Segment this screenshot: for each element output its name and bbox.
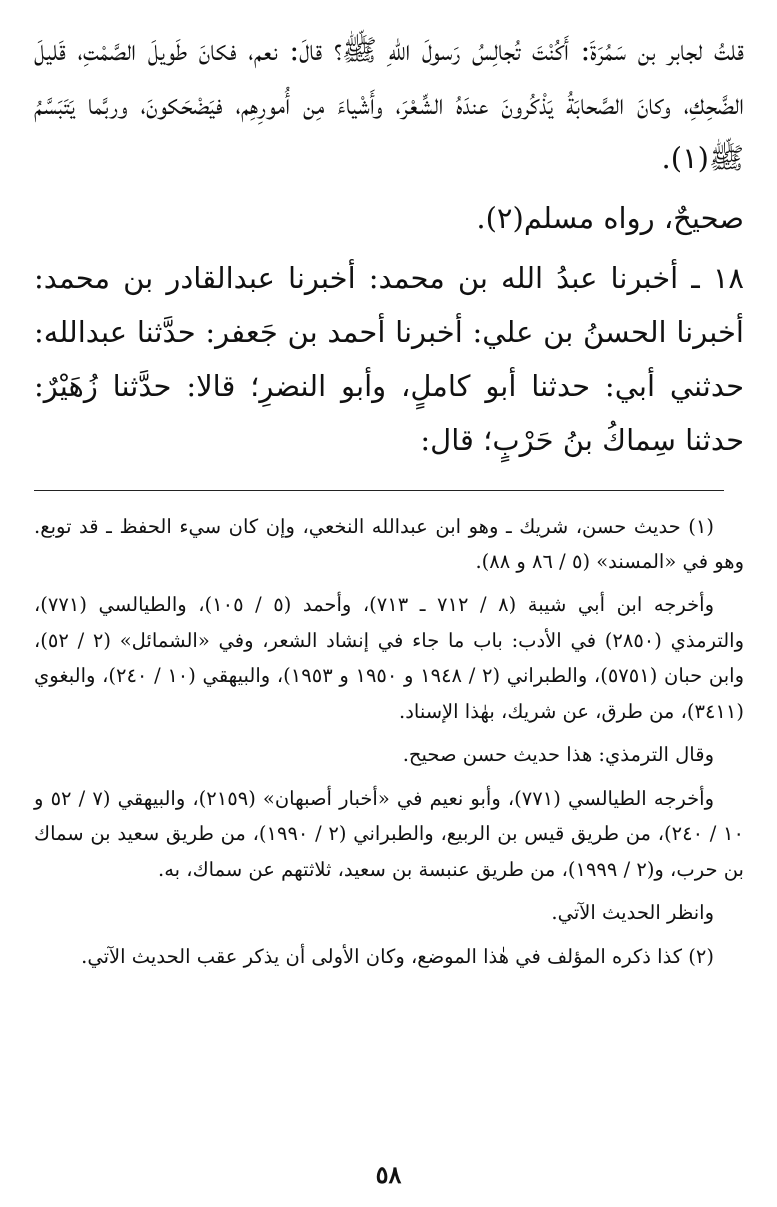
- footnote-1: (١) حديث حسن، شريك ـ وهو ابن عبدالله النخعي، وإن كان سيء الحفظ ـ قد توبع. وهو في «المسند» (٥ / ٨٦ و ٨٨).: [34, 514, 744, 573]
- book-page: [34, 24, 744, 982]
- footnotes: [34, 509, 744, 975]
- footnote-divider: [34, 490, 724, 491]
- footnote-2: (٢) كذا ذكره المؤلف في هٰذا الموضع، وكان الأولى أن يذكر عقب الحديث الآتي.: [81, 944, 714, 968]
- grading-paragraph: صحيحٌ، رواه مسلم(٢).: [476, 200, 744, 235]
- footnote-1-other-routes: وأخرجه الطيالسي (٧٧١)، وأبو نعيم في «أخبار أصبهان» (٢١٥٩)، والبيهقي (٧ / ٥٢ و ١٠ / ٢٤٠)، من طريق قيس بن الربيع، والطبراني (٢ / ١٩٩٠)، من طريق سعيد بن سماك بن حرب، و(٢ / ١٩٩٩)، من طريق عنبسة بن سعيد، ثلاثتهم عن سماك، به.: [34, 786, 744, 881]
- footnote-1-sources: وأخرجه ابن أبي شيبة (٨ / ٧١٢ ـ ٧١٣)، وأحمد (٥ / ١٠٥)، والطيالسي (٧٧١)، والترمذي (٢٨٥٠) في الأدب: باب ما جاء في إنشاد الشعر، وفي «الشمائل» (٢ / ٥٢)، وابن حبان (٥٧٥١)، والطبراني (٢ / ١٩٤٨ و ١٩٥٠ و ١٩٥٣)، والبيهقي (١٠ / ٢٤٠)، والبغوي (٣٤١١)، من طرق، عن شريك، بهٰذا الإسناد.: [34, 593, 745, 723]
- hadith-text-paragraph: قلتُ لجابر بن سَمُرَةَ: أَكُنْتَ تُجالِسُ رَسولَ اللهِ ﷺ؟ قالَ: نعم، فكانَ طَويلَ الصَّمْتِ، قَليلَ الضَّحِكِ، وكانَ الصَّحابَةُ يَذْكُرونَ عندَهُ الشِّعْرَ، وأَشْياءَ مِن أُمورِهِم، فيَضْحَكونَ، وربَّما يَتَبَسَّمُ ﷺ(١).: [34, 33, 744, 175]
- page-number: ٥٨: [375, 1160, 402, 1189]
- footnote-1-see-next: وانظر الحديث الآتي.: [551, 901, 714, 925]
- footnote-1-tirmidhi: وقال الترمذي: هذا حديث حسن صحيح.: [402, 743, 714, 767]
- main-text: [34, 24, 744, 468]
- isnad-paragraph: ١٨ ـ أخبرنا عبدُ الله بن محمد: أخبرنا عبدالقادر بن محمد: أخبرنا الحسنُ بن علي: أخبرنا أحمد بن جَعفر: حدَّثنا عبدالله: حدثني أبي: حدثنا أبو كاملٍ، وأبو النضرِ؛ قالا: حدَّثنا زُهَيْرٌ: حدثنا سِماكُ بنُ حَرْبٍ؛ قال:: [34, 260, 744, 457]
